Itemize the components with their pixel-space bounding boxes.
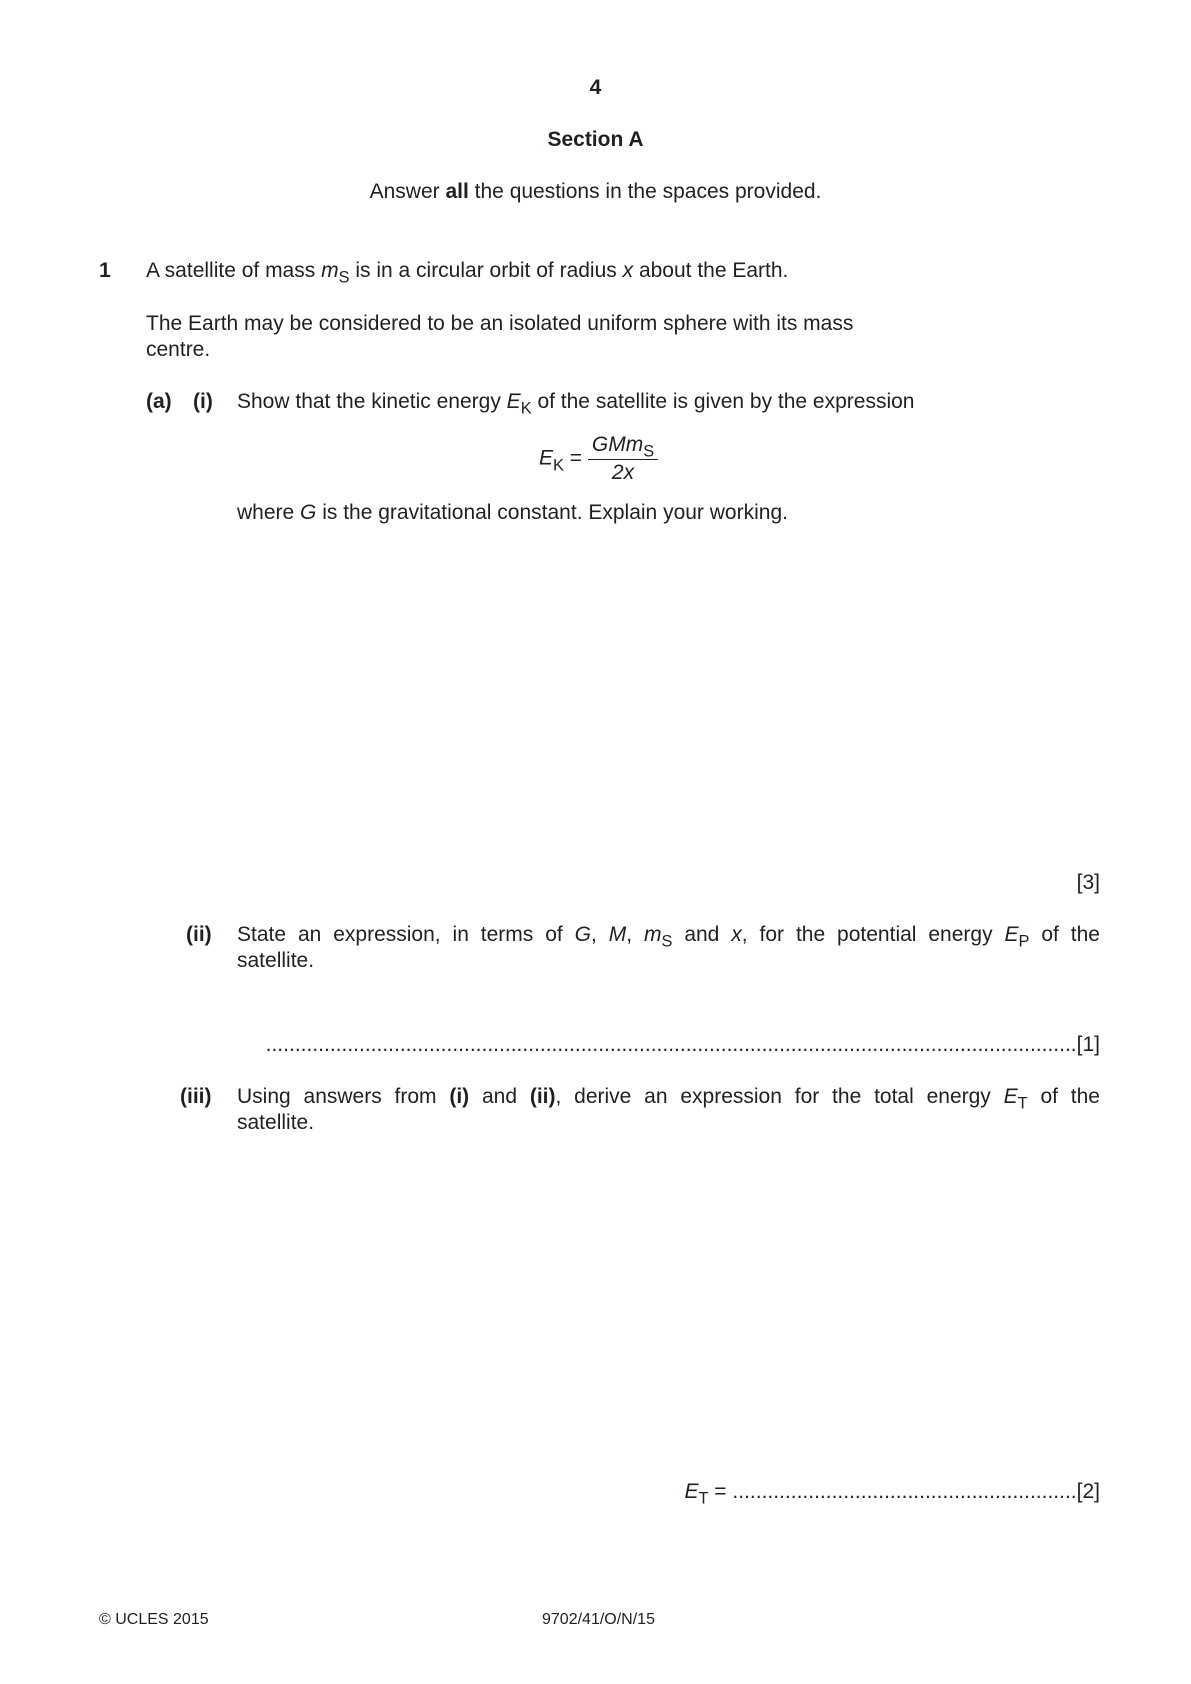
part-i-prompt [237, 390, 915, 418]
part-ii-answer-line[interactable] [240, 1033, 1100, 1057]
equation-energy-subscript: K [553, 456, 564, 475]
part-iii-text-3: of the [1027, 1085, 1100, 1108]
footer-copyright: © UCLES 2015 [99, 1611, 209, 1628]
part-ii-prompt-line2: satellite. [237, 949, 315, 972]
part-ii-comma-1: , [590, 923, 609, 946]
part-ii-g-symbol: G [574, 923, 591, 946]
part-ii-prompt-line1 [237, 923, 1100, 951]
part-ii-dots: ........................................................................................................................................... [265, 1033, 1077, 1056]
part-ii-and: and [672, 923, 732, 946]
part-ii-marks: [1] [1076, 1033, 1100, 1056]
part-ii-energy-symbol: E [1004, 923, 1019, 946]
part-i-text-b: of the satellite is given by the expression [531, 390, 915, 413]
intro-mass-subscript: S [338, 268, 350, 287]
part-i-label: (i) [193, 390, 213, 413]
page-number: 4 [589, 76, 602, 99]
part-i-where-line [237, 501, 788, 525]
part-iii-ref-ii: (ii) [529, 1085, 556, 1108]
equation-numerator [588, 433, 658, 460]
equation-equals: = [569, 446, 583, 470]
instruction-bold: all [445, 180, 469, 203]
part-i-answer-space[interactable] [237, 540, 1099, 860]
equation-fraction [588, 433, 658, 485]
part-iii-text-1: Using answers from [237, 1085, 450, 1108]
part-i-energy-symbol: E [506, 390, 521, 413]
instruction [0, 180, 1191, 204]
section-title: Section A [547, 128, 644, 151]
part-iii-prompt-line1 [237, 1085, 1100, 1113]
equation-denominator: 2x [611, 461, 635, 484]
kinetic-energy-equation [539, 433, 658, 485]
answer-energy-subscript: T [698, 1489, 709, 1508]
part-ii-mass-subscript: S [661, 932, 673, 951]
intro-text-b: is in a circular orbit of radius [349, 259, 623, 282]
instruction-post: the questions in the spaces provided. [468, 180, 822, 203]
part-ii-comma-2: , [626, 923, 644, 946]
part-ii-radius-symbol: x [731, 923, 742, 946]
intro-text-c: about the Earth. [633, 259, 789, 282]
earth-statement-line1: The Earth may be considered to be an isolated uniform sphere with its mass [146, 312, 854, 335]
part-ii-text-3: of the [1029, 923, 1100, 946]
part-ii-text-1: State an expression, in terms of [237, 923, 575, 946]
part-iii-dots: ........................................................... [732, 1480, 1077, 1503]
part-ii-earth-mass-symbol: M [608, 923, 627, 946]
part-a-label: (a) [146, 390, 172, 413]
part-iii-prompt-line2: satellite. [237, 1111, 315, 1134]
answer-equals: = [714, 1480, 727, 1503]
where-text-b: is the gravitational constant. Explain your working. [316, 501, 788, 524]
part-iii-and: and [469, 1085, 530, 1108]
part-ii-label: (ii) [186, 923, 212, 946]
question-number: 1 [99, 259, 111, 282]
part-iii-energy-symbol: E [1003, 1085, 1018, 1108]
question-intro [146, 259, 789, 287]
intro-mass-symbol: m [321, 259, 339, 282]
equation-energy-symbol: E [539, 446, 554, 470]
part-iii-answer-line[interactable] [684, 1480, 1100, 1508]
part-ii-energy-subscript: P [1018, 932, 1030, 951]
part-i-text-a: Show that the kinetic energy [237, 390, 507, 413]
part-iii-ref-i: (i) [449, 1085, 470, 1108]
part-i-energy-subscript: K [520, 399, 532, 418]
answer-energy-symbol: E [684, 1480, 699, 1503]
where-g-symbol: G [300, 501, 317, 524]
earth-statement-line2: centre. [146, 338, 211, 361]
numerator-subscript: S [643, 442, 655, 461]
part-iii-marks: [2] [1076, 1480, 1100, 1503]
part-ii-text-2: , for the potential energy [741, 923, 1005, 946]
part-iii-label: (iii) [180, 1085, 212, 1108]
part-ii-satellite-mass-symbol: m [643, 923, 662, 946]
where-text-a: where [237, 501, 301, 524]
instruction-pre: Answer [369, 180, 446, 203]
intro-radius-symbol: x [622, 259, 634, 282]
part-iii-answer-space[interactable] [237, 1150, 1099, 1450]
part-iii-text-2: , derive an expression for the total energy [555, 1085, 1004, 1108]
intro-text-a: A satellite of mass [146, 259, 322, 282]
part-i-marks: [3] [1076, 871, 1100, 894]
footer-paper-code: 9702/41/O/N/15 [542, 1611, 655, 1628]
numerator-text: GMm [591, 433, 644, 456]
part-iii-energy-subscript: T [1017, 1094, 1028, 1113]
